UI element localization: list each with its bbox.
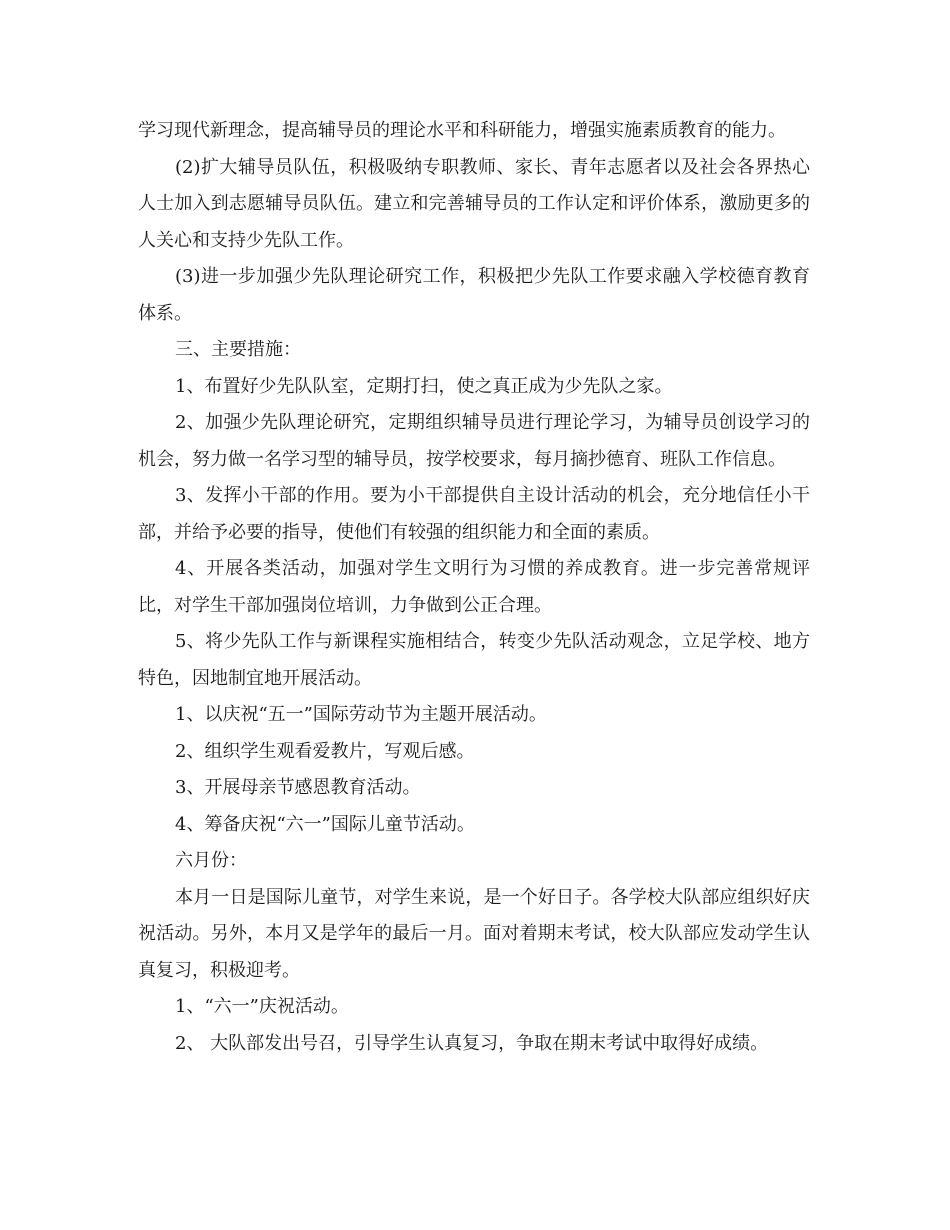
list-item: 2、 大队部发出号召，引导学生认真复习，争取在期末考试中取得好成绩。 xyxy=(175,1032,769,1054)
list-item: 3、发挥小干部的作用。要为小干部提供自主设计活动的机会，充分地信任小干部，并给予必要的指导，使他们有较强的组织能力和全面的素质。 xyxy=(138,485,810,543)
list-item: 3、开展母亲节感恩教育活动。 xyxy=(175,777,421,798)
list-item: 1、布置好少先队队室，定期打扫，使之真正成为少先队之家。 xyxy=(175,375,673,397)
list-item: 5、将少先队工作与新课程实施相结合，转变少先队活动观念，立足学校、地方特色，因地制宜地开展活动。 xyxy=(138,631,810,689)
list-item: 1、“六一”庆祝活动。 xyxy=(175,996,349,1017)
paragraph: 学习现代新理念，提高辅导员的理论水平和科研能力，增强实施素质教育的能力。 xyxy=(138,120,786,141)
list-item: 4、开展各类活动，加强对学生文明行为习惯的养成教育。进一步完善常规评比，对学生干部加强岗位培训，力争做到公正合理。 xyxy=(138,558,810,616)
month-heading: 六月份： xyxy=(175,850,247,871)
section-heading: 三、主要措施： xyxy=(175,339,301,360)
list-item: 1、以庆祝“五一”国际劳动节为主题开展活动。 xyxy=(175,704,547,725)
list-item: 2、组织学生观看爱教片，写观后感。 xyxy=(175,740,475,762)
list-item: 2、加强少先队理论研究，定期组织辅导员进行理论学习，为辅导员创设学习的机会，努力做一名学习型的辅导员，按学校要求，每月摘抄德育、班队工作信息。 xyxy=(138,412,810,470)
list-item: 4、筹备庆祝“六一”国际儿童节活动。 xyxy=(175,813,475,835)
paragraph: (2)扩大辅导员队伍，积极吸纳专职教师、家长、青年志愿者以及社会各界热心人士加入到志愿辅导员队伍。建立和完善辅导员的工作认定和评价体系，激励更多的人关心和支持少先队工作。 xyxy=(138,156,810,251)
document-body xyxy=(138,113,810,1062)
paragraph: 本月一日是国际儿童节，对学生来说，是一个好日子。各学校大队部应组织好庆祝活动。另外，本月又是学年的最后一月。面对着期末考试，校大队部应发动学生认真复习，积极迎考。 xyxy=(138,886,810,981)
paragraph: (3)进一步加强少先队理论研究工作，积极把少先队工作要求融入学校德育教育体系。 xyxy=(138,266,810,324)
